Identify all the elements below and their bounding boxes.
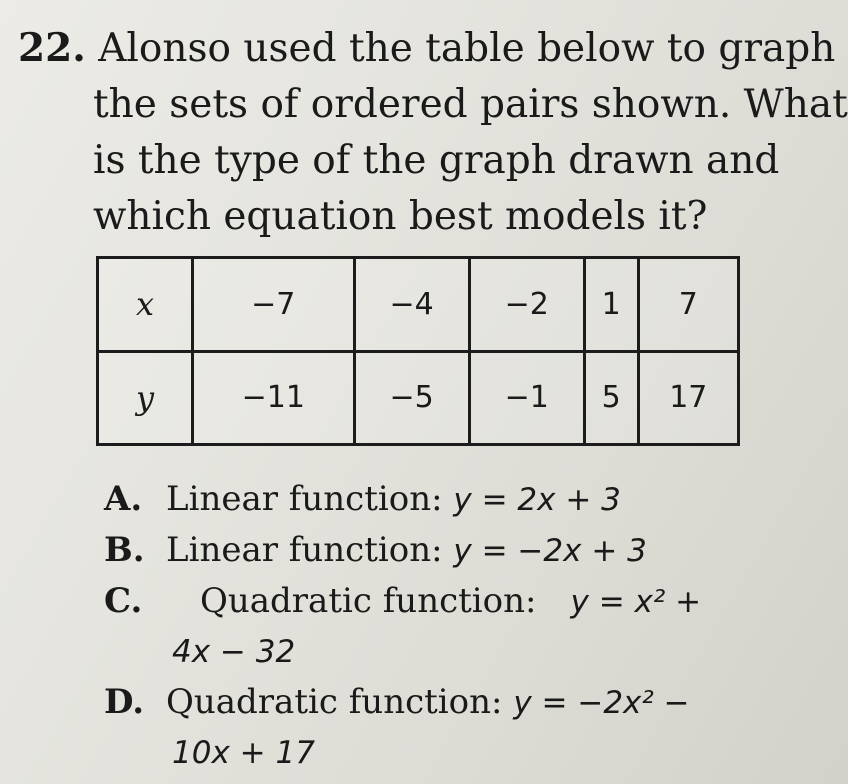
y-value-cell: −1 [469,351,584,445]
stem-line-4: which equation best models it? [93,194,708,239]
choice-d-type: Quadratic function: [166,682,503,722]
stem-line-3: is the type of the graph drawn and [93,138,780,183]
choice-d-equation: y = −2x² − [513,685,690,721]
choice-a-line [104,474,754,525]
choice-b-type: Linear function: [166,530,443,570]
choice-c-continuation: 4x − 32 [172,634,296,670]
choice-a-type: Linear function: [166,479,443,519]
choice-c-type: Quadratic function: [200,581,537,621]
answer-choices [104,474,754,778]
stem-line-2: the sets of ordered pairs shown. What [93,82,848,127]
stem-text-1: Alonso used the table below to graph [98,26,836,71]
x-value-cell: −2 [469,258,584,352]
choice-d[interactable] [104,677,754,778]
choice-a-equation: y = 2x + 3 [453,482,621,518]
y-value-cell: −11 [193,351,355,445]
x-value-cell: −4 [354,258,469,352]
ordered-pairs-table [96,256,740,446]
choice-c-line [104,576,754,627]
choice-d-line [104,677,754,728]
y-value-cell: 17 [638,351,738,445]
x-value-cell: 7 [638,258,738,352]
y-value-cell: −5 [354,351,469,445]
y-value-cell: 5 [584,351,638,445]
choice-c-equation: y = x² + [570,584,702,620]
choice-b-letter: B. [104,530,145,570]
y-label-cell: y [98,351,193,445]
x-label-cell: x [98,258,193,352]
problem-stem [18,20,848,245]
choice-d-letter: D. [104,682,145,722]
choice-a[interactable] [104,474,754,525]
x-value-cell: −7 [193,258,355,352]
choice-c[interactable] [104,576,754,677]
choice-d-continuation: 10x + 17 [172,735,315,771]
problem-number: 22. [18,25,86,71]
choice-a-letter: A. [104,479,143,519]
stem-line-1 [18,20,836,77]
choice-b[interactable] [104,525,754,576]
choice-c-letter: C. [104,581,143,621]
x-value-cell: 1 [584,258,638,352]
choice-b-line [104,525,754,576]
table-row-x [98,258,739,352]
table-row-y [98,351,739,445]
choice-b-equation: y = −2x + 3 [453,533,647,569]
